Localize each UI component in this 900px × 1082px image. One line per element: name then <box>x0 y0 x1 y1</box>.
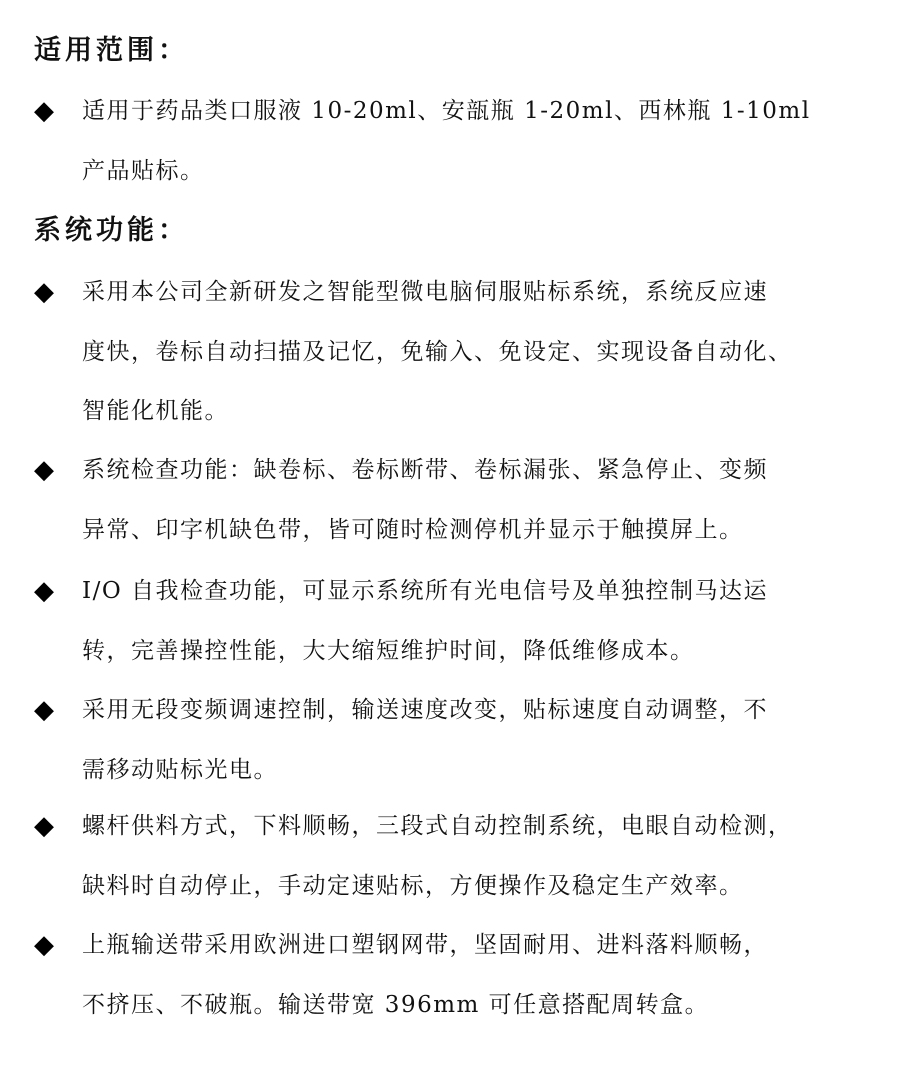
function-item-line: 上瓶输送带采用欧洲进口塑钢网带，坚固耐用、进料落料顺畅， <box>82 932 768 958</box>
diamond-bullet-icon: ◆ <box>34 96 54 126</box>
function-item-line: 异常、印字机缺色带，皆可随时检测停机并显示于触摸屏上。 <box>82 517 744 543</box>
scope-heading: 适用范围： <box>34 35 189 66</box>
function-item-line: 智能化机能。 <box>82 398 229 424</box>
diamond-bullet-icon: ◆ <box>34 576 54 606</box>
diamond-bullet-icon: ◆ <box>34 695 54 725</box>
function-item-line: 采用无段变频调速控制，输送速度改变，贴标速度自动调整，不 <box>82 697 768 723</box>
function-item-line: 度快，卷标自动扫描及记忆，免输入、免设定、实现设备自动化、 <box>82 339 793 365</box>
diamond-bullet-icon: ◆ <box>34 455 54 485</box>
function-item-line: 需移动贴标光电。 <box>82 757 278 783</box>
function-item-line: I/O 自我检查功能，可显示系统所有光电信号及单独控制马达运 <box>82 578 769 604</box>
scope-item-line: 适用于药品类口服液 10-20ml、安瓿瓶 1-20ml、西林瓶 1-10ml <box>82 98 811 124</box>
diamond-bullet-icon: ◆ <box>34 277 54 307</box>
scope-item-line: 产品贴标。 <box>82 158 205 184</box>
diamond-bullet-icon: ◆ <box>34 811 54 841</box>
function-item-line: 采用本公司全新研发之智能型微电脑伺服贴标系统，系统反应速 <box>82 279 768 305</box>
function-item-line: 转，完善操控性能，大大缩短维护时间，降低维修成本。 <box>82 638 695 664</box>
function-item-line: 系统检查功能：缺卷标、卷标断带、卷标漏张、紧急停止、变频 <box>82 457 768 483</box>
function-item-line: 不挤压、不破瓶。输送带宽 396mm 可任意搭配周转盒。 <box>82 992 710 1018</box>
diamond-bullet-icon: ◆ <box>34 930 54 960</box>
function-item-line: 螺杆供料方式，下料顺畅，三段式自动控制系统，电眼自动检测， <box>82 813 793 839</box>
functions-heading: 系统功能： <box>34 215 189 246</box>
function-item-line: 缺料时自动停止，手动定速贴标，方便操作及稳定生产效率。 <box>82 873 744 899</box>
